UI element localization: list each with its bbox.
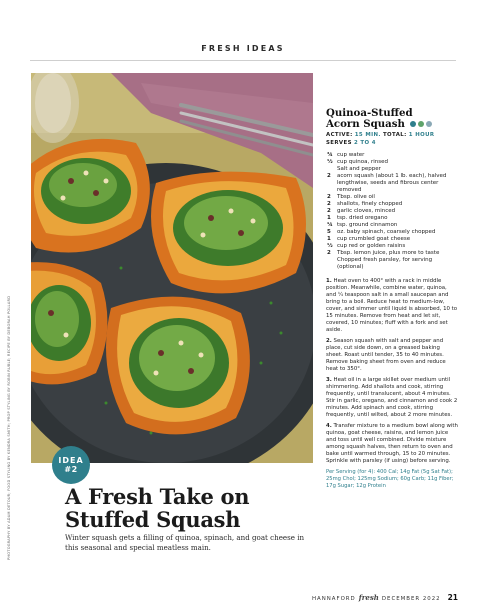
ingredient-text: shallots, finely chopped	[337, 201, 403, 207]
recipe-step	[326, 338, 458, 373]
ingredient-item	[326, 229, 458, 236]
active-time: 15 MIN.	[354, 132, 381, 138]
recipe-timing	[326, 132, 458, 138]
diet-icons	[410, 121, 432, 127]
ingredient-text: tsp. ground cinnamon	[337, 222, 398, 228]
ingredient-qty: 1	[327, 215, 331, 221]
ingredient-item	[326, 159, 458, 166]
ingredient-item	[326, 236, 458, 243]
ingredient-item	[326, 173, 458, 194]
ingredient-text: oz. baby spinach, coarsely chopped	[337, 229, 436, 235]
step-text: Heat oil in a large skillet over medium until shimmering. Add shallots and cook, stirring frequently, until translucent, about 4 minutes. Stir in garlic, oregano, and cinnamon and cook 2 minutes. Add spinach and cook, stirring frequently, until wilted, about 2 more minutes.	[326, 377, 458, 418]
ingredient-text: Salt and pepper	[337, 166, 381, 172]
ingredient-text: cup water	[337, 152, 365, 158]
footer-brand: fresh	[358, 593, 379, 602]
ingredient-item	[326, 250, 458, 257]
idea-badge	[52, 446, 90, 484]
recipe-steps	[326, 278, 458, 465]
step-number: 3.	[326, 377, 332, 383]
article-dek: Winter squash gets a filling of quinoa, spinach, and goat cheese in this seasonal and special meatless main.	[65, 533, 305, 552]
ingredient-text: Tbsp. lemon juice, plus more to taste	[337, 250, 440, 256]
footer-store: HANNAFORD	[311, 596, 356, 602]
section-header: FRESH IDEAS	[201, 44, 285, 53]
ingredient-text: Chopped fresh parsley, for serving (optional)	[337, 257, 433, 270]
ingredient-qty	[326, 257, 337, 271]
ingredient-qty: ¾	[327, 152, 333, 158]
page-footer	[312, 593, 458, 602]
nutrition-info: Per Serving (for 4): 400 Cal; 14g Fat (5g Sat Fat); 25mg Chol; 125mg Sodium; 60g Carb; 11g Fiber; 17g Sugar; 12g Protein	[326, 469, 454, 489]
ingredient-qty: 2	[327, 201, 331, 207]
step-number: 2.	[326, 338, 332, 344]
headline-line-1: A Fresh Take on	[65, 484, 250, 509]
ingredient-qty: ¼	[327, 222, 333, 228]
recipe-title-line-2-row	[326, 119, 458, 130]
idea-badge-number: #2	[64, 465, 78, 474]
ingredient-qty	[326, 166, 337, 173]
ingredient-list	[326, 152, 458, 271]
active-label: ACTIVE:	[326, 132, 353, 138]
ingredient-text: garlic cloves, minced	[337, 208, 396, 214]
ingredient-text: cup quinoa, rinsed	[337, 159, 388, 165]
ingredient-item	[326, 257, 458, 271]
ingredient-qty: ½	[327, 159, 333, 165]
recipe-serves	[326, 140, 458, 146]
ingredient-text: cup crumbled goat cheese	[337, 236, 411, 242]
header-divider	[30, 60, 456, 61]
healthy-icon	[426, 121, 432, 127]
ingredient-qty: 2	[327, 250, 331, 256]
ingredient-item	[326, 201, 458, 208]
recipe-step	[326, 377, 458, 419]
ingredient-item	[326, 222, 458, 229]
ingredient-item	[326, 215, 458, 222]
idea-badge-label: IDEA	[58, 456, 84, 465]
photo-credit: PHOTOGRAPHY BY ADAM DETOUR; FOOD STYLING BY KENDRA SMITH; PROP STYLING BY ROBIN RUBLE; RECIPE BY DEBORAH POLLARD	[7, 295, 11, 560]
step-text: Season squash with salt and pepper and place, cut side down, on a greased baking sheet. Roast until tender, 35 to 40 minutes. Remove baking sheet from oven and reduce heat to 350°.	[326, 338, 446, 372]
recipe-title-line-2: Acorn Squash	[326, 118, 405, 130]
ingredient-text: cup red or golden raisins	[337, 243, 406, 249]
page-number: 21	[447, 593, 458, 602]
step-number: 1.	[326, 278, 332, 284]
ingredient-qty: 2	[327, 194, 331, 200]
gluten-free-icon	[418, 121, 424, 127]
footer-issue: DECEMBER 2022	[381, 596, 441, 602]
serves-value: 2 TO 4	[353, 140, 376, 146]
recipe-step	[326, 278, 458, 334]
recipe-title-line-1: Quinoa-Stuffed	[326, 107, 413, 119]
ingredient-item	[326, 208, 458, 215]
recipe-title	[326, 108, 458, 130]
serves-label: SERVES	[326, 140, 352, 146]
ingredient-qty: 5	[327, 229, 331, 235]
step-text: Transfer mixture to a medium bowl along with quinoa, goat cheese, raisins, and lemon juice and toss until well combined. Divide mixture among squash halves, then return to oven and bake until warmed through, 15 to 20 minutes. Sprinkle with parsley (if using) before serving.	[326, 423, 458, 464]
ingredient-text: tsp. dried oregano	[337, 215, 388, 221]
ingredient-qty: 1	[327, 236, 331, 242]
step-text: Heat oven to 400° with a rack in middle position. Meanwhile, combine water, quinoa, and ¼ teaspoon salt in a small saucepan and bring to a boil. Reduce heat to medium-low, cover, and simmer until liquid is absorbed, 10 to 15 minutes. Remove from heat and let sit, covered, 10 minutes; fluff with a fork and set aside.	[326, 278, 458, 333]
ingredient-qty: 2	[327, 208, 331, 214]
ingredient-item	[326, 166, 458, 173]
article-headline	[65, 485, 315, 531]
food-photo	[31, 73, 313, 463]
recipe-step	[326, 423, 458, 465]
ingredient-text: acorn squash (about 1 lb. each), halved lengthwise, seeds and fibrous center removed	[337, 173, 447, 193]
total-label: TOTAL:	[382, 132, 407, 138]
vegetarian-icon	[410, 121, 416, 127]
ingredient-qty: ½	[327, 243, 333, 249]
step-number: 4.	[326, 423, 332, 429]
total-time: 1 HOUR	[408, 132, 435, 138]
ingredient-item	[326, 243, 458, 250]
headline-line-2: Stuffed Squash	[65, 507, 241, 532]
ingredient-text: Tbsp. olive oil	[337, 194, 375, 200]
recipe-column	[326, 108, 458, 490]
ingredient-item	[326, 194, 458, 201]
ingredient-qty: 2	[327, 173, 331, 179]
ingredient-item	[326, 152, 458, 159]
